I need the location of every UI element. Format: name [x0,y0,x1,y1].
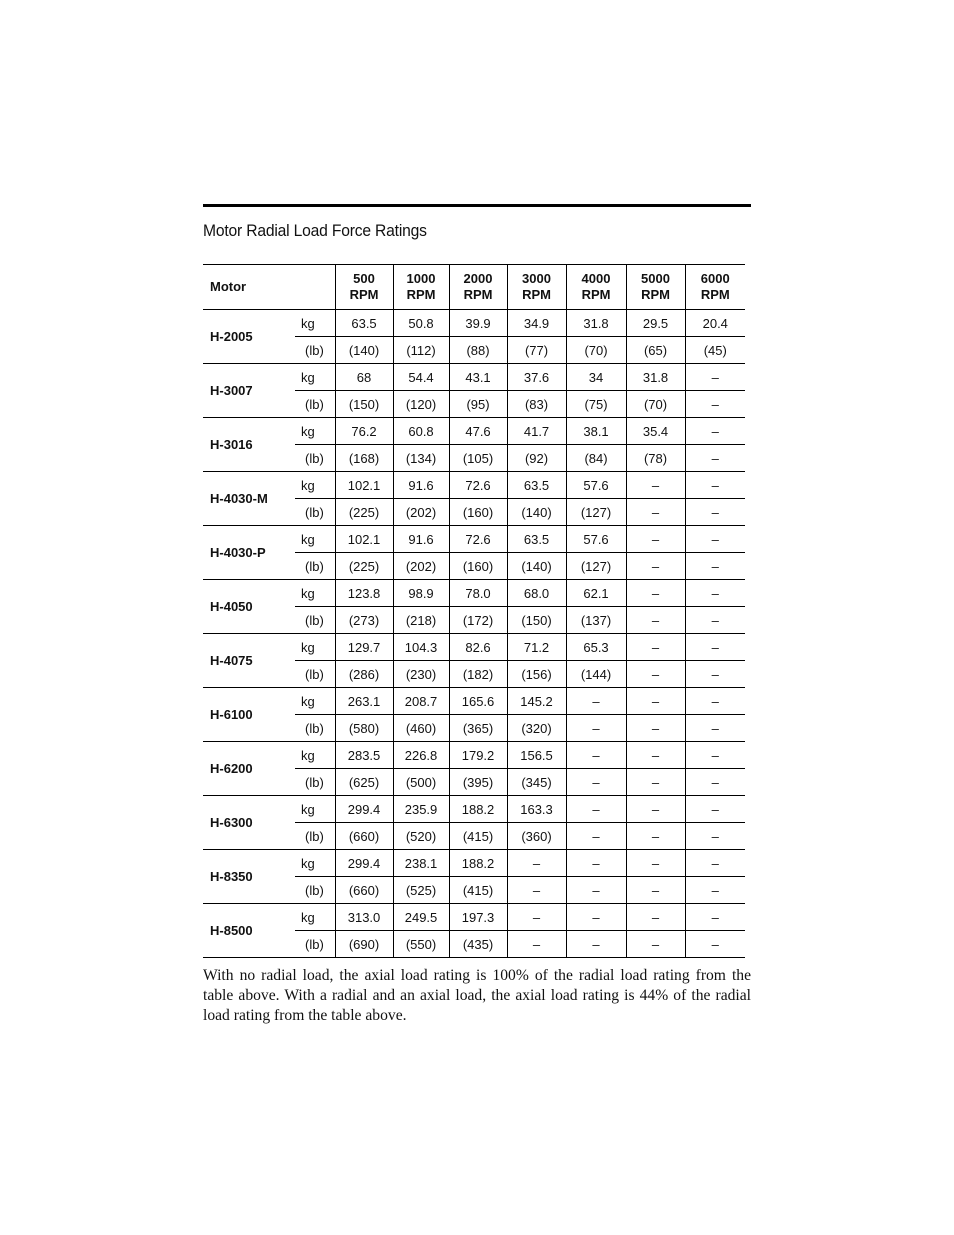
motor-model-cell: H-8350 [203,850,295,904]
kg-value-cell: 163.3 [507,796,566,823]
kg-value-cell: 37.6 [507,364,566,391]
kg-value-cell: 104.3 [393,634,449,661]
kg-value-cell: – [685,526,745,553]
motor-model-cell: H-8500 [203,904,295,958]
lb-value-cell: (435) [449,931,507,958]
page-top-rule [203,204,751,207]
kg-value-cell: 188.2 [449,850,507,877]
lb-value-cell: – [566,931,626,958]
lb-value-cell: (660) [335,823,393,850]
table-row [203,688,745,715]
lb-value-cell: – [566,769,626,796]
kg-value-cell: 197.3 [449,904,507,931]
kg-value-cell: 78.0 [449,580,507,607]
kg-value-cell: 31.8 [566,310,626,337]
lb-value-cell: (320) [507,715,566,742]
lb-value-cell: – [626,553,685,580]
kg-value-cell: – [507,850,566,877]
table-row [203,796,745,823]
kg-value-cell: 63.5 [507,472,566,499]
kg-value-cell: 226.8 [393,742,449,769]
lb-value-cell: – [626,607,685,634]
unit-label-cell: (lb) [295,337,335,364]
rpm-header-unit: RPM [349,287,379,302]
kg-value-cell: 57.6 [566,472,626,499]
motor-model-cell: H-2005 [203,310,295,364]
kg-value-cell: 72.6 [449,472,507,499]
kg-value-cell: 208.7 [393,688,449,715]
kg-value-cell: 76.2 [335,418,393,445]
kg-value-cell: 98.9 [393,580,449,607]
kg-value-cell: – [685,796,745,823]
lb-value-cell: – [626,715,685,742]
rpm-column-header [566,265,626,310]
lb-value-cell: – [685,715,745,742]
rpm-header-unit: RPM [463,287,493,302]
kg-value-cell: – [566,742,626,769]
table-row [203,526,745,553]
lb-value-cell: (150) [507,607,566,634]
lb-value-cell: (168) [335,445,393,472]
lb-value-cell: (202) [393,553,449,580]
kg-value-cell: – [566,850,626,877]
kg-value-cell: 123.8 [335,580,393,607]
lb-value-cell: (218) [393,607,449,634]
lb-value-cell: (105) [449,445,507,472]
kg-value-cell: – [566,796,626,823]
kg-value-cell: 313.0 [335,904,393,931]
lb-value-cell: (140) [335,337,393,364]
lb-value-cell: (112) [393,337,449,364]
kg-value-cell: – [685,472,745,499]
table-row [203,418,745,445]
lb-value-cell: (144) [566,661,626,688]
lb-value-cell: – [685,445,745,472]
unit-label-cell: kg [295,634,335,661]
table-row [203,850,745,877]
lb-value-cell: – [507,931,566,958]
kg-value-cell: – [685,418,745,445]
motor-model-cell: H-6300 [203,796,295,850]
lb-value-cell: (160) [449,499,507,526]
lb-value-cell: (65) [626,337,685,364]
unit-label-cell: kg [295,796,335,823]
unit-label-cell: (lb) [295,661,335,688]
lb-value-cell: – [685,823,745,850]
kg-value-cell: – [626,526,685,553]
lb-value-cell: (286) [335,661,393,688]
kg-value-cell: 129.7 [335,634,393,661]
lb-value-cell: (230) [393,661,449,688]
lb-value-cell: (120) [393,391,449,418]
rpm-column-header [335,265,393,310]
kg-value-cell: 188.2 [449,796,507,823]
kg-value-cell: 60.8 [393,418,449,445]
lb-value-cell: – [685,553,745,580]
unit-label-cell: (lb) [295,445,335,472]
kg-value-cell: 145.2 [507,688,566,715]
kg-value-cell: 50.8 [393,310,449,337]
lb-value-cell: (83) [507,391,566,418]
kg-value-cell: 91.6 [393,472,449,499]
kg-value-cell: 299.4 [335,850,393,877]
unit-label-cell: (lb) [295,715,335,742]
lb-value-cell: (95) [449,391,507,418]
unit-label-cell: kg [295,310,335,337]
kg-value-cell: 38.1 [566,418,626,445]
table-row [203,472,745,499]
lb-value-cell: – [685,499,745,526]
unit-label-cell: kg [295,472,335,499]
motor-model-cell: H-4030-M [203,472,295,526]
unit-label-cell: kg [295,742,335,769]
lb-value-cell: (75) [566,391,626,418]
kg-value-cell: – [566,904,626,931]
lb-value-cell: (460) [393,715,449,742]
rpm-header-value: 2000 [463,271,493,286]
lb-value-cell: (273) [335,607,393,634]
lb-value-cell: (127) [566,553,626,580]
rpm-header-unit: RPM [581,287,611,302]
lb-value-cell: (77) [507,337,566,364]
motor-column-header: Motor [210,279,247,294]
kg-value-cell: – [626,742,685,769]
kg-value-cell: – [626,634,685,661]
rpm-header-value: 4000 [581,271,611,286]
lb-value-cell: (202) [393,499,449,526]
lb-value-cell: (525) [393,877,449,904]
lb-value-cell: (365) [449,715,507,742]
kg-value-cell: – [566,688,626,715]
kg-value-cell: 249.5 [393,904,449,931]
lb-value-cell: – [626,499,685,526]
kg-value-cell: – [626,796,685,823]
kg-value-cell: 102.1 [335,526,393,553]
axial-load-note: With no radial load, the axial load rating is 100% of the radial load rating from the table above. With a radial and an axial load, the axial load rating is 44% of the radial load rating from the table above. [203,967,751,1024]
motor-model-cell: H-6100 [203,688,295,742]
kg-value-cell: 235.9 [393,796,449,823]
lb-value-cell: (225) [335,553,393,580]
kg-value-cell: 29.5 [626,310,685,337]
lb-value-cell: (395) [449,769,507,796]
kg-value-cell: 263.1 [335,688,393,715]
kg-value-cell: 72.6 [449,526,507,553]
kg-value-cell: 82.6 [449,634,507,661]
motor-model-cell: H-3007 [203,364,295,418]
kg-value-cell: 39.9 [449,310,507,337]
motor-model-cell: H-4050 [203,580,295,634]
kg-value-cell: – [685,904,745,931]
lb-value-cell: (415) [449,877,507,904]
rpm-column-header [507,265,566,310]
table-row [203,904,745,931]
lb-value-cell: – [685,661,745,688]
kg-value-cell: – [685,364,745,391]
kg-value-cell: 102.1 [335,472,393,499]
kg-value-cell: 71.2 [507,634,566,661]
kg-value-cell: 20.4 [685,310,745,337]
lb-value-cell: (345) [507,769,566,796]
lb-value-cell: (70) [566,337,626,364]
rpm-header-value: 500 [353,271,375,286]
kg-value-cell: – [626,850,685,877]
lb-value-cell: (78) [626,445,685,472]
table-title: Motor Radial Load Force Ratings [203,221,427,240]
lb-value-cell: (88) [449,337,507,364]
motor-model-cell: H-6200 [203,742,295,796]
lb-value-cell: (137) [566,607,626,634]
lb-value-cell: (140) [507,553,566,580]
table-row [203,742,745,769]
lb-value-cell: (92) [507,445,566,472]
lb-value-cell: – [507,877,566,904]
kg-value-cell: 47.6 [449,418,507,445]
lb-value-cell: (160) [449,553,507,580]
lb-value-cell: – [626,877,685,904]
table-row [203,310,745,337]
lb-value-cell: (156) [507,661,566,688]
motor-model-cell: H-4030-P [203,526,295,580]
lb-value-cell: (182) [449,661,507,688]
kg-value-cell: 165.6 [449,688,507,715]
rpm-column-header [685,265,745,310]
kg-value-cell: – [507,904,566,931]
rpm-header-value: 3000 [522,271,551,286]
motor-model-cell: H-4075 [203,634,295,688]
lb-value-cell: (150) [335,391,393,418]
lb-value-cell: (520) [393,823,449,850]
unit-label-cell: (lb) [295,499,335,526]
lb-value-cell: (172) [449,607,507,634]
kg-value-cell: – [685,688,745,715]
lb-value-cell: (70) [626,391,685,418]
lb-value-cell: (550) [393,931,449,958]
unit-label-cell: (lb) [295,391,335,418]
kg-value-cell: – [626,688,685,715]
lb-value-cell: (660) [335,877,393,904]
lb-value-cell: – [685,877,745,904]
lb-value-cell: – [685,607,745,634]
unit-label-cell: (lb) [295,931,335,958]
rpm-header-unit: RPM [641,287,670,302]
lb-value-cell: – [626,769,685,796]
lb-value-cell: (500) [393,769,449,796]
table-row [203,580,745,607]
kg-value-cell: 238.1 [393,850,449,877]
kg-value-cell: 65.3 [566,634,626,661]
unit-label-cell: kg [295,904,335,931]
kg-value-cell: 62.1 [566,580,626,607]
table-header-row [203,265,745,310]
lb-value-cell: – [566,877,626,904]
lb-value-cell: (415) [449,823,507,850]
unit-label-cell: kg [295,418,335,445]
kg-value-cell: 35.4 [626,418,685,445]
rpm-header-value: 6000 [700,271,730,286]
kg-value-cell: 68.0 [507,580,566,607]
kg-value-cell: – [685,850,745,877]
table-row [203,364,745,391]
kg-value-cell: 31.8 [626,364,685,391]
kg-value-cell: 57.6 [566,526,626,553]
rpm-header-unit: RPM [522,287,551,302]
kg-value-cell: 63.5 [335,310,393,337]
unit-label-cell: kg [295,526,335,553]
kg-value-cell: 63.5 [507,526,566,553]
kg-value-cell: 43.1 [449,364,507,391]
unit-label-cell: kg [295,688,335,715]
lb-value-cell: (134) [393,445,449,472]
lb-value-cell: (140) [507,499,566,526]
lb-value-cell: – [685,391,745,418]
rpm-column-header [393,265,449,310]
kg-value-cell: – [626,904,685,931]
rpm-column-header [449,265,507,310]
lb-value-cell: (45) [685,337,745,364]
lb-value-cell: (580) [335,715,393,742]
lb-value-cell: (360) [507,823,566,850]
kg-value-cell: 54.4 [393,364,449,391]
lb-value-cell: – [685,769,745,796]
rpm-column-header [626,265,685,310]
lb-value-cell: – [566,715,626,742]
lb-value-cell: – [566,823,626,850]
kg-value-cell: – [685,580,745,607]
rpm-header-unit: RPM [406,287,436,302]
kg-value-cell: 41.7 [507,418,566,445]
unit-label-cell: (lb) [295,823,335,850]
lb-value-cell: (225) [335,499,393,526]
rpm-header-value: 1000 [406,271,436,286]
kg-value-cell: 34.9 [507,310,566,337]
rpm-header-unit: RPM [700,287,730,302]
table-body [203,310,745,958]
unit-label-cell: kg [295,364,335,391]
lb-value-cell: (690) [335,931,393,958]
kg-value-cell: 91.6 [393,526,449,553]
kg-value-cell: 34 [566,364,626,391]
kg-value-cell: – [685,634,745,661]
kg-value-cell: – [626,472,685,499]
unit-label-cell: kg [295,850,335,877]
unit-label-cell: (lb) [295,607,335,634]
kg-value-cell: 299.4 [335,796,393,823]
lb-value-cell: (625) [335,769,393,796]
kg-value-cell: – [685,742,745,769]
rpm-header-value: 5000 [641,271,670,286]
unit-label-cell: (lb) [295,877,335,904]
radial-load-table [203,264,745,958]
kg-value-cell: – [626,580,685,607]
kg-value-cell: 179.2 [449,742,507,769]
lb-value-cell: – [626,931,685,958]
table-row [203,634,745,661]
lb-value-cell: – [626,661,685,688]
kg-value-cell: 283.5 [335,742,393,769]
lb-value-cell: (127) [566,499,626,526]
motor-model-cell: H-3016 [203,418,295,472]
unit-label-cell: kg [295,580,335,607]
kg-value-cell: 156.5 [507,742,566,769]
unit-label-cell: (lb) [295,769,335,796]
unit-label-cell: (lb) [295,553,335,580]
lb-value-cell: – [626,823,685,850]
kg-value-cell: 68 [335,364,393,391]
lb-value-cell: (84) [566,445,626,472]
lb-value-cell: – [685,931,745,958]
